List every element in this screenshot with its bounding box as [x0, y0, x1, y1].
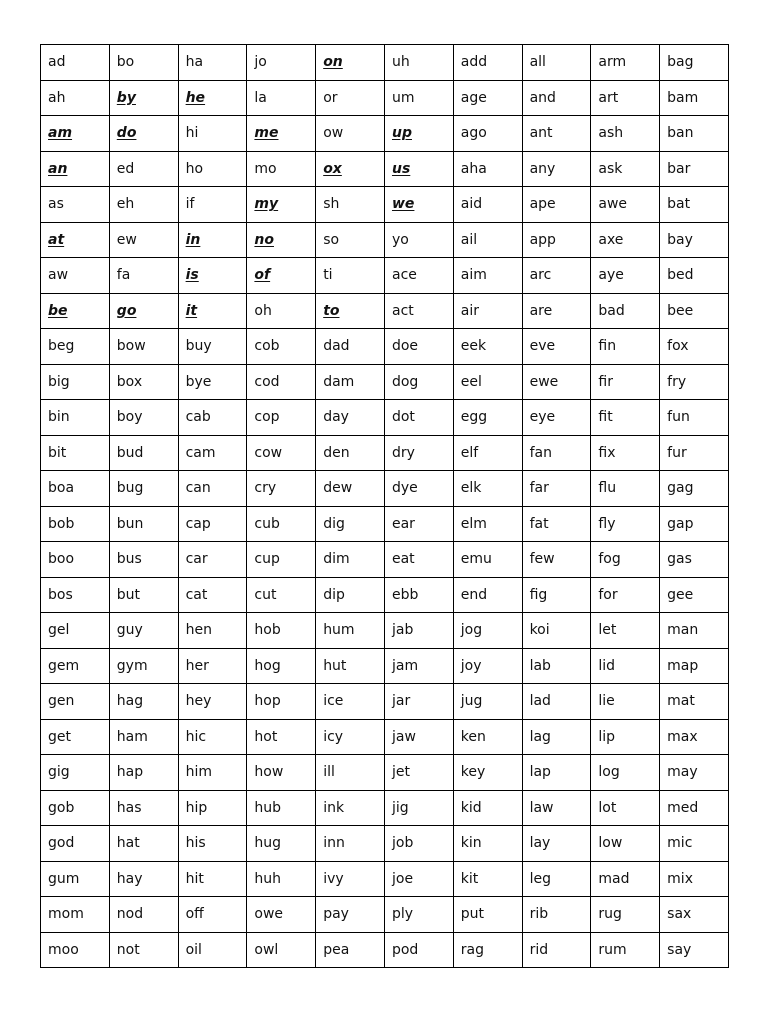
word-cell: kid: [453, 790, 522, 826]
word-cell: owl: [247, 932, 316, 968]
word-cell: key: [453, 755, 522, 791]
word-cell: go: [109, 293, 178, 329]
table-row: [41, 684, 729, 720]
word-cell: rag: [453, 932, 522, 968]
word-cell: box: [109, 364, 178, 400]
word-cell: gem: [41, 648, 110, 684]
word-cell: fa: [109, 258, 178, 294]
word-cell: emu: [453, 542, 522, 578]
word-cell: owe: [247, 897, 316, 933]
word-cell: bun: [109, 506, 178, 542]
table-row: [41, 116, 729, 152]
word-cell: bat: [660, 187, 729, 223]
word-cell: her: [178, 648, 247, 684]
word-cell: arm: [591, 45, 660, 81]
word-cell: hi: [178, 116, 247, 152]
word-cell: of: [247, 258, 316, 294]
word-cell: hit: [178, 861, 247, 897]
word-cell: hag: [109, 684, 178, 720]
word-cell: bay: [660, 222, 729, 258]
word-cell: ice: [316, 684, 385, 720]
word-cell: ham: [109, 719, 178, 755]
word-cell: sh: [316, 187, 385, 223]
word-cell: lab: [522, 648, 591, 684]
word-cell: fit: [591, 400, 660, 436]
word-cell: gum: [41, 861, 110, 897]
word-cell: my: [247, 187, 316, 223]
word-cell: dog: [384, 364, 453, 400]
table-row: [41, 364, 729, 400]
word-cell: hap: [109, 755, 178, 791]
word-cell: lip: [591, 719, 660, 755]
word-cell: how: [247, 755, 316, 791]
word-cell: elm: [453, 506, 522, 542]
word-cell: cow: [247, 435, 316, 471]
word-cell: fin: [591, 329, 660, 365]
word-cell: on: [316, 45, 385, 81]
word-cell: dew: [316, 471, 385, 507]
word-cell: log: [591, 755, 660, 791]
word-cell: big: [41, 364, 110, 400]
word-cell: uh: [384, 45, 453, 81]
word-cell: jig: [384, 790, 453, 826]
word-cell: ask: [591, 151, 660, 187]
word-cell: bad: [591, 293, 660, 329]
table-row: [41, 932, 729, 968]
word-cell: not: [109, 932, 178, 968]
table-row: [41, 755, 729, 791]
word-cell: dig: [316, 506, 385, 542]
word-cell: jar: [384, 684, 453, 720]
word-cell: dry: [384, 435, 453, 471]
table-row: [41, 151, 729, 187]
word-cell: bam: [660, 80, 729, 116]
word-cell: ho: [178, 151, 247, 187]
word-cell: doe: [384, 329, 453, 365]
word-cell: fig: [522, 577, 591, 613]
word-cell: eat: [384, 542, 453, 578]
word-cell: arc: [522, 258, 591, 294]
word-cell: hay: [109, 861, 178, 897]
word-cell: lag: [522, 719, 591, 755]
word-cell: job: [384, 826, 453, 862]
word-cell: koi: [522, 613, 591, 649]
word-cell: fun: [660, 400, 729, 436]
word-cell: kit: [453, 861, 522, 897]
word-cell: has: [109, 790, 178, 826]
word-cell: jog: [453, 613, 522, 649]
word-cell: elk: [453, 471, 522, 507]
word-cell: gym: [109, 648, 178, 684]
word-cell: kin: [453, 826, 522, 862]
word-cell: but: [109, 577, 178, 613]
word-cell: cod: [247, 364, 316, 400]
word-cell: buy: [178, 329, 247, 365]
word-cell: aid: [453, 187, 522, 223]
word-cell: rum: [591, 932, 660, 968]
word-cell: oh: [247, 293, 316, 329]
word-cell: aha: [453, 151, 522, 187]
word-cell: gig: [41, 755, 110, 791]
word-cell: joy: [453, 648, 522, 684]
word-cell: mic: [660, 826, 729, 862]
word-cell: hog: [247, 648, 316, 684]
table-row: [41, 222, 729, 258]
word-cell: few: [522, 542, 591, 578]
word-cell: all: [522, 45, 591, 81]
word-cell: bed: [660, 258, 729, 294]
table-row: [41, 471, 729, 507]
word-cell: dad: [316, 329, 385, 365]
word-cell: gen: [41, 684, 110, 720]
word-cell: um: [384, 80, 453, 116]
word-cell: as: [41, 187, 110, 223]
word-cell: yo: [384, 222, 453, 258]
word-cell: to: [316, 293, 385, 329]
word-cell: axe: [591, 222, 660, 258]
word-cell: moo: [41, 932, 110, 968]
word-cell: lid: [591, 648, 660, 684]
word-cell: sax: [660, 897, 729, 933]
word-cell: up: [384, 116, 453, 152]
word-cell: ban: [660, 116, 729, 152]
word-cell: god: [41, 826, 110, 862]
word-cell: ago: [453, 116, 522, 152]
word-cell: bin: [41, 400, 110, 436]
word-cell: man: [660, 613, 729, 649]
word-cell: get: [41, 719, 110, 755]
word-cell: let: [591, 613, 660, 649]
table-row: [41, 45, 729, 81]
word-cell: us: [384, 151, 453, 187]
word-cell: dye: [384, 471, 453, 507]
word-cell: boy: [109, 400, 178, 436]
word-cell: gee: [660, 577, 729, 613]
word-cell: dim: [316, 542, 385, 578]
table-row: [41, 329, 729, 365]
word-grid-body: [41, 45, 729, 968]
word-cell: ed: [109, 151, 178, 187]
word-cell: lot: [591, 790, 660, 826]
word-cell: pea: [316, 932, 385, 968]
word-cell: jaw: [384, 719, 453, 755]
word-cell: may: [660, 755, 729, 791]
word-cell: bug: [109, 471, 178, 507]
word-cell: bos: [41, 577, 110, 613]
word-cell: fry: [660, 364, 729, 400]
word-cell: eh: [109, 187, 178, 223]
word-cell: ail: [453, 222, 522, 258]
word-cell: rib: [522, 897, 591, 933]
word-cell: ply: [384, 897, 453, 933]
word-cell: boo: [41, 542, 110, 578]
table-row: [41, 613, 729, 649]
word-cell: dot: [384, 400, 453, 436]
word-cell: ill: [316, 755, 385, 791]
word-cell: ash: [591, 116, 660, 152]
word-cell: mat: [660, 684, 729, 720]
word-cell: his: [178, 826, 247, 862]
word-cell: say: [660, 932, 729, 968]
word-cell: low: [591, 826, 660, 862]
word-cell: aim: [453, 258, 522, 294]
table-row: [41, 790, 729, 826]
word-cell: cam: [178, 435, 247, 471]
word-cell: cob: [247, 329, 316, 365]
word-cell: put: [453, 897, 522, 933]
word-cell: leg: [522, 861, 591, 897]
word-cell: icy: [316, 719, 385, 755]
word-cell: bar: [660, 151, 729, 187]
word-cell: hey: [178, 684, 247, 720]
word-cell: pod: [384, 932, 453, 968]
word-cell: jo: [247, 45, 316, 81]
word-cell: jam: [384, 648, 453, 684]
word-cell: fir: [591, 364, 660, 400]
word-cell: at: [41, 222, 110, 258]
word-cell: fat: [522, 506, 591, 542]
word-cell: hip: [178, 790, 247, 826]
word-cell: ah: [41, 80, 110, 116]
word-cell: eve: [522, 329, 591, 365]
table-row: [41, 187, 729, 223]
word-cell: egg: [453, 400, 522, 436]
word-cell: fly: [591, 506, 660, 542]
word-cell: mix: [660, 861, 729, 897]
word-cell: awe: [591, 187, 660, 223]
word-cell: gas: [660, 542, 729, 578]
word-cell: ti: [316, 258, 385, 294]
word-cell: mom: [41, 897, 110, 933]
word-cell: jab: [384, 613, 453, 649]
word-cell: for: [591, 577, 660, 613]
word-cell: lap: [522, 755, 591, 791]
table-row: [41, 577, 729, 613]
word-cell: so: [316, 222, 385, 258]
table-row: [41, 400, 729, 436]
table-row: [41, 506, 729, 542]
word-cell: fog: [591, 542, 660, 578]
word-cell: an: [41, 151, 110, 187]
word-cell: he: [178, 80, 247, 116]
word-cell: bee: [660, 293, 729, 329]
word-cell: me: [247, 116, 316, 152]
word-cell: hop: [247, 684, 316, 720]
word-cell: cut: [247, 577, 316, 613]
word-cell: him: [178, 755, 247, 791]
word-cell: map: [660, 648, 729, 684]
word-cell: cry: [247, 471, 316, 507]
word-cell: beg: [41, 329, 110, 365]
table-row: [41, 258, 729, 294]
word-cell: cop: [247, 400, 316, 436]
word-cell: gag: [660, 471, 729, 507]
word-cell: dam: [316, 364, 385, 400]
word-cell: gel: [41, 613, 110, 649]
word-cell: hub: [247, 790, 316, 826]
word-cell: no: [247, 222, 316, 258]
word-grid: [40, 44, 729, 968]
word-cell: eye: [522, 400, 591, 436]
word-cell: act: [384, 293, 453, 329]
word-cell: jet: [384, 755, 453, 791]
word-cell: cap: [178, 506, 247, 542]
word-cell: hen: [178, 613, 247, 649]
word-cell: la: [247, 80, 316, 116]
word-cell: mo: [247, 151, 316, 187]
table-row: [41, 648, 729, 684]
word-cell: huh: [247, 861, 316, 897]
table-row: [41, 293, 729, 329]
word-cell: rug: [591, 897, 660, 933]
word-cell: bud: [109, 435, 178, 471]
word-cell: bow: [109, 329, 178, 365]
word-cell: pay: [316, 897, 385, 933]
word-cell: eek: [453, 329, 522, 365]
word-cell: any: [522, 151, 591, 187]
word-cell: ace: [384, 258, 453, 294]
table-row: [41, 861, 729, 897]
word-cell: hob: [247, 613, 316, 649]
word-cell: boa: [41, 471, 110, 507]
word-cell: ken: [453, 719, 522, 755]
word-cell: cat: [178, 577, 247, 613]
word-cell: nod: [109, 897, 178, 933]
word-cell: law: [522, 790, 591, 826]
word-cell: if: [178, 187, 247, 223]
word-cell: fix: [591, 435, 660, 471]
word-cell: gap: [660, 506, 729, 542]
word-cell: mad: [591, 861, 660, 897]
word-cell: bob: [41, 506, 110, 542]
word-cell: air: [453, 293, 522, 329]
word-cell: is: [178, 258, 247, 294]
word-cell: off: [178, 897, 247, 933]
word-cell: lay: [522, 826, 591, 862]
word-cell: app: [522, 222, 591, 258]
word-cell: hum: [316, 613, 385, 649]
word-cell: ew: [109, 222, 178, 258]
word-cell: jug: [453, 684, 522, 720]
word-cell: car: [178, 542, 247, 578]
word-cell: lie: [591, 684, 660, 720]
word-cell: bit: [41, 435, 110, 471]
word-cell: bo: [109, 45, 178, 81]
table-row: [41, 719, 729, 755]
word-cell: hic: [178, 719, 247, 755]
word-cell: we: [384, 187, 453, 223]
word-cell: ow: [316, 116, 385, 152]
word-cell: and: [522, 80, 591, 116]
word-cell: art: [591, 80, 660, 116]
word-cell: bag: [660, 45, 729, 81]
word-cell: aye: [591, 258, 660, 294]
table-row: [41, 80, 729, 116]
word-cell: guy: [109, 613, 178, 649]
word-cell: fan: [522, 435, 591, 471]
word-cell: bus: [109, 542, 178, 578]
word-cell: ape: [522, 187, 591, 223]
word-cell: by: [109, 80, 178, 116]
word-cell: far: [522, 471, 591, 507]
word-cell: den: [316, 435, 385, 471]
word-cell: ewe: [522, 364, 591, 400]
word-cell: ear: [384, 506, 453, 542]
table-row: [41, 826, 729, 862]
word-cell: fox: [660, 329, 729, 365]
word-cell: elf: [453, 435, 522, 471]
word-cell: hug: [247, 826, 316, 862]
word-cell: are: [522, 293, 591, 329]
word-cell: add: [453, 45, 522, 81]
word-cell: joe: [384, 861, 453, 897]
word-cell: rid: [522, 932, 591, 968]
word-cell: cup: [247, 542, 316, 578]
word-cell: oil: [178, 932, 247, 968]
word-cell: gob: [41, 790, 110, 826]
word-cell: day: [316, 400, 385, 436]
table-row: [41, 435, 729, 471]
word-cell: ad: [41, 45, 110, 81]
word-cell: eel: [453, 364, 522, 400]
word-cell: in: [178, 222, 247, 258]
word-cell: hat: [109, 826, 178, 862]
word-cell: it: [178, 293, 247, 329]
word-cell: do: [109, 116, 178, 152]
word-cell: bye: [178, 364, 247, 400]
word-cell: flu: [591, 471, 660, 507]
word-cell: ox: [316, 151, 385, 187]
word-cell: or: [316, 80, 385, 116]
word-cell: cab: [178, 400, 247, 436]
word-cell: inn: [316, 826, 385, 862]
word-cell: be: [41, 293, 110, 329]
word-cell: end: [453, 577, 522, 613]
word-cell: hut: [316, 648, 385, 684]
word-cell: am: [41, 116, 110, 152]
word-cell: lad: [522, 684, 591, 720]
word-cell: dip: [316, 577, 385, 613]
word-cell: med: [660, 790, 729, 826]
word-cell: aw: [41, 258, 110, 294]
word-cell: can: [178, 471, 247, 507]
word-cell: cub: [247, 506, 316, 542]
word-cell: hot: [247, 719, 316, 755]
word-cell: fur: [660, 435, 729, 471]
word-cell: ha: [178, 45, 247, 81]
word-cell: age: [453, 80, 522, 116]
word-cell: ant: [522, 116, 591, 152]
word-cell: ink: [316, 790, 385, 826]
table-row: [41, 542, 729, 578]
word-cell: max: [660, 719, 729, 755]
word-cell: ebb: [384, 577, 453, 613]
word-cell: ivy: [316, 861, 385, 897]
table-row: [41, 897, 729, 933]
